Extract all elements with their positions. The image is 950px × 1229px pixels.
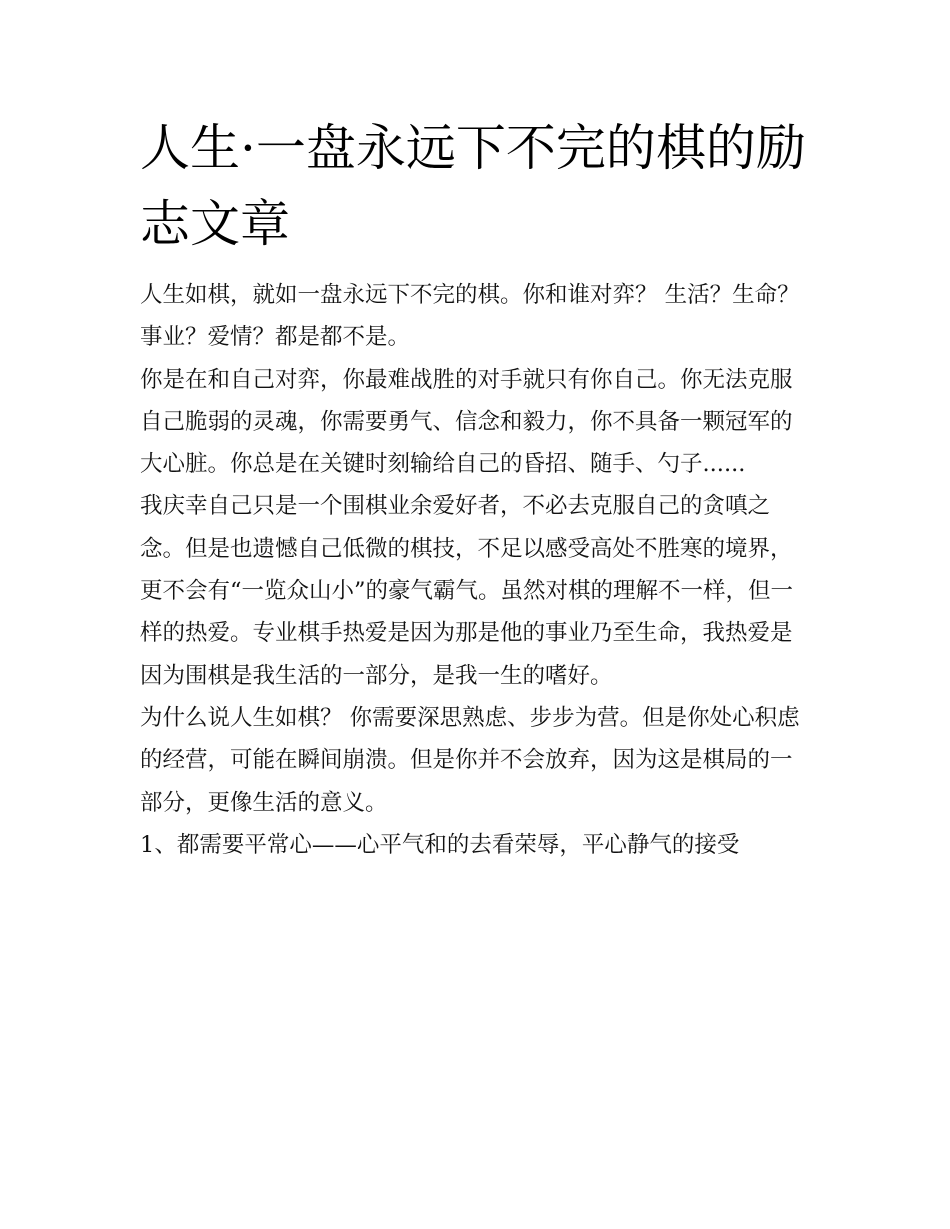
paragraph-5: 1、都需要平常心——心平气和的去看荣辱，平心静气的接受 <box>140 831 740 858</box>
paragraph-3: 我庆幸自己只是一个围棋业余爱好者，不必去克服自己的贪嗔之念。但是也遗憾自己低微的棋技，不足以感受高处不胜寒的境界，更不会有“一览众山小”的豪气霸气。虽然对棋的理解不一样，但一样的热爱。专业棋手热爱是因为那是他的事业乃至生命，我热爱是因为围棋是我生活的一部分，是我一生的嗜好。 <box>140 493 794 689</box>
document-title: 人生·一盘永远下不完的棋的励志文章 <box>140 119 806 253</box>
document-body <box>140 110 812 866</box>
paragraph-2: 你是在和自己对弈，你最难战胜的对手就只有你自己。你无法克服自己脆弱的灵魂，你需要勇气、信念和毅力，你不具备一颗冠军的大心脏。你总是在关键时刻输给自己的昏招、随手、勺子...... <box>140 366 793 478</box>
paragraph-4: 为什么说人生如棋？ 你需要深思熟虑、步步为营。但是你处心积虑的经营，可能在瞬间崩溃。但是你并不会放弃，因为这是棋局的一部分，更像生活的意义。 <box>140 704 800 816</box>
paragraph-1: 人生如棋，就如一盘永远下不完的棋。你和谁对弈？ 生活？生命？事业？爱情？都是都不是。 <box>140 282 800 351</box>
